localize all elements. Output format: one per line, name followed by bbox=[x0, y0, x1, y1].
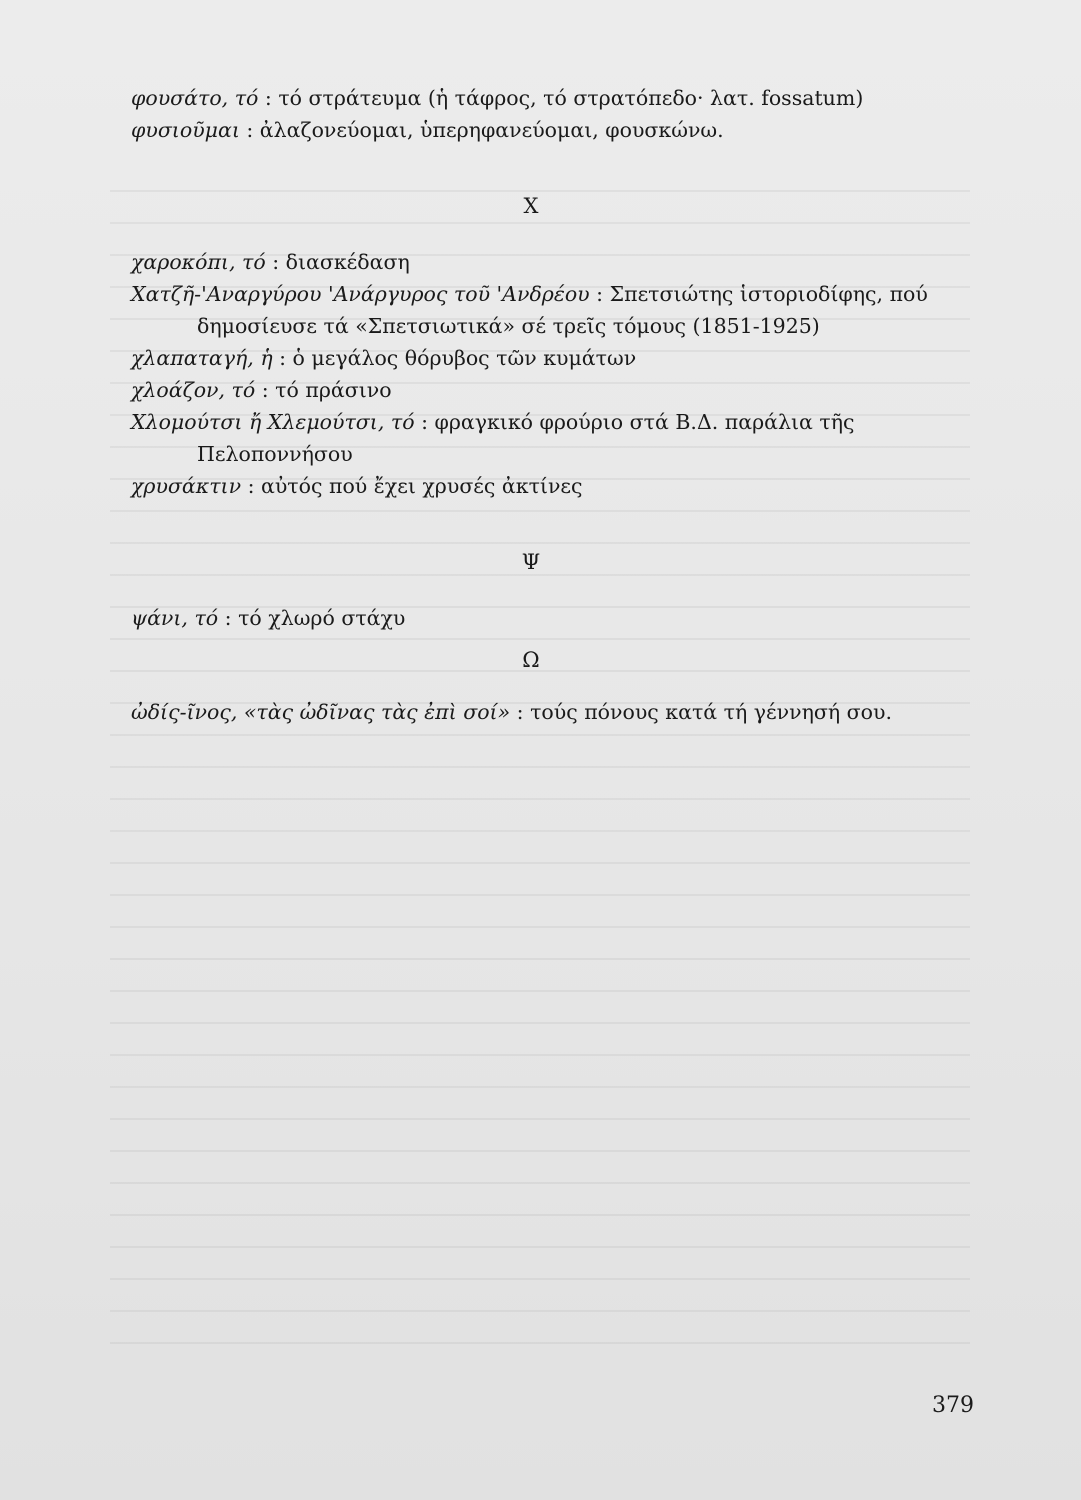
glossary-entry bbox=[131, 82, 991, 114]
page-number: 379 bbox=[932, 1393, 974, 1418]
entry-definition: : τό χλωρό στάχυ bbox=[218, 606, 406, 630]
glossary-entry bbox=[131, 374, 991, 406]
entry-term: Χατζῆ-'Αναργύρου 'Ανάργυρος τοῦ 'Ανδρέου bbox=[131, 282, 590, 306]
entry-definition: : ὁ μεγάλος θόρυβος τῶν κυμάτων bbox=[272, 346, 637, 370]
entry-definition: : φραγκικό φρούριο στά Β.Δ. παράλια τῆς Πελοποννήσου bbox=[197, 410, 855, 466]
glossary-entry bbox=[131, 470, 991, 502]
section-letter-psi: Ψ bbox=[521, 550, 541, 574]
glossary-entry bbox=[131, 114, 991, 146]
entry-definition: : διασκέδαση bbox=[265, 250, 410, 274]
section-letter-chi: Χ bbox=[523, 194, 539, 218]
glossary-entry bbox=[131, 696, 991, 728]
entry-term: χλαπαταγή, ἡ bbox=[131, 346, 273, 370]
entry-term: χαροκόπι, τό bbox=[131, 250, 266, 274]
entry-term: χρυσάκτιν bbox=[131, 474, 242, 498]
glossary bbox=[131, 82, 991, 728]
glossary-entry bbox=[131, 342, 991, 374]
entry-definition: : τό στράτευμα (ἡ τάφρος, τό στρατόπεδο· λατ. fossatum) bbox=[258, 86, 864, 110]
glossary-entry bbox=[131, 602, 991, 634]
entry-term: ψάνι, τό bbox=[131, 606, 219, 630]
entry-definition: : τούς πόνους κατά τή γέννησή σου. bbox=[510, 700, 892, 724]
entry-term: χλοάζον, τό bbox=[131, 378, 256, 402]
entry-term: Χλομούτσι ἤ Χλεμούτσι, τό bbox=[131, 410, 415, 434]
entry-term: φουσάτο, τό bbox=[131, 86, 259, 110]
entry-definition: : ἀλαζονεύομαι, ὑπερηφανεύομαι, φουσκώνω. bbox=[239, 118, 724, 142]
section-letter-omega: Ω bbox=[522, 648, 540, 672]
entry-definition: : Σπετσιώτης ἱστοριοδίφης, πού δημοσίευσε τά «Σπετσιωτικά» σέ τρεῖς τόμους (1851-1925) bbox=[197, 282, 928, 338]
glossary-entry bbox=[131, 406, 991, 470]
entry-term: φυσιοῦμαι bbox=[131, 118, 240, 142]
entry-definition: : τό πράσινο bbox=[255, 378, 392, 402]
glossary-entry bbox=[131, 246, 991, 278]
entry-term: ὠδίς-ῖνος, «τὰς ὠδῖνας τὰς ἐπὶ σοί» bbox=[131, 700, 511, 724]
entry-definition: : αὐτός πού ἔχει χρυσές ἀκτίνες bbox=[241, 474, 583, 498]
glossary-entry bbox=[131, 278, 991, 342]
